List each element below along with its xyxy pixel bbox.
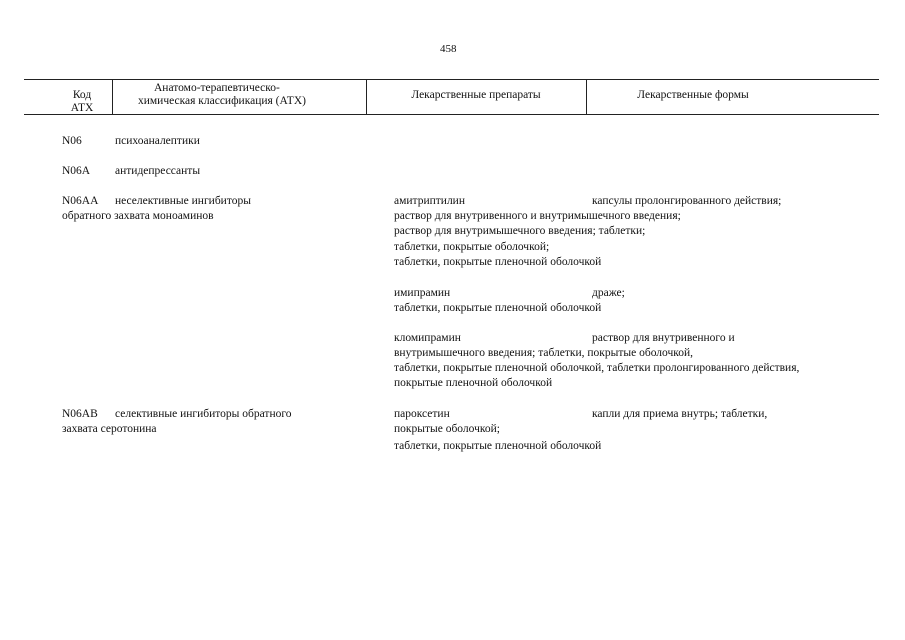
- drug-amitriptyline: амитриптилин: [394, 195, 465, 207]
- header-forms: Лекарственные формы: [637, 89, 749, 101]
- form-paroxetine-first: капли для приема внутрь; таблетки,: [592, 408, 768, 420]
- form-imipramine-first: драже;: [592, 287, 625, 299]
- header-drugs: Лекарственные препараты: [411, 89, 541, 101]
- name-n06: психоаналептики: [115, 135, 200, 147]
- header-divider-1: [112, 79, 113, 114]
- form-paroxetine-line: покрытые оболочкой;: [394, 423, 500, 435]
- header-classification-line1: Анатомо-терапевтическо-: [154, 82, 280, 94]
- drug-paroxetine: пароксетин: [394, 408, 450, 420]
- header-classification: [128, 82, 348, 108]
- form-amitriptyline-line: раствор для внутримышечного введения; таблетки;: [394, 225, 646, 237]
- form-amitriptyline-line: раствор для внутривенного и внутримышечного введения;: [394, 210, 681, 222]
- header-code-line2: АТХ: [70, 102, 94, 114]
- form-clomipramine-line: внутримышечного введения; таблетки, покрытые оболочкой,: [394, 347, 694, 359]
- drug-clomipramine: кломипрамин: [394, 332, 461, 344]
- code-n06ab: N06AB: [62, 408, 98, 420]
- form-imipramine-line: таблетки, покрытые пленочной оболочкой: [394, 302, 602, 314]
- form-amitriptyline-line: таблетки, покрытые пленочной оболочкой: [394, 256, 602, 268]
- header-top-rule: [24, 79, 879, 80]
- page-number: 458: [440, 43, 457, 55]
- form-amitriptyline-first: капсулы пролонгированного действия;: [592, 195, 782, 207]
- name-n06a: антидепрессанты: [115, 165, 201, 177]
- name-n06ab-line1: селективные ингибиторы обратного: [115, 408, 292, 420]
- form-amitriptyline-line: таблетки, покрытые оболочкой;: [394, 241, 550, 253]
- header-code: [60, 89, 104, 115]
- form-clomipramine-line: покрытые пленочной оболочкой: [394, 377, 553, 389]
- form-clomipramine-line: таблетки, покрытые пленочной оболочкой, таблетки пролонгированного действия,: [394, 362, 800, 374]
- name-n06ab-line2: захвата серотонина: [62, 423, 157, 435]
- header-code-line1: Код: [72, 89, 92, 101]
- name-n06aa-line1: неселективные ингибиторы: [115, 195, 251, 207]
- form-clomipramine-first: раствор для внутривенного и: [592, 332, 735, 344]
- header-bottom-rule: [24, 114, 879, 115]
- code-n06a: N06A: [62, 165, 91, 177]
- code-n06: N06: [62, 135, 82, 147]
- drug-imipramine: имипрамин: [394, 287, 451, 299]
- name-n06aa-line2: обратного захвата моноаминов: [62, 210, 214, 222]
- header-classification-line2: химическая классификация (АТХ): [138, 95, 306, 107]
- code-n06aa: N06AA: [62, 195, 99, 207]
- form-paroxetine-line: таблетки, покрытые пленочной оболочкой: [394, 440, 602, 452]
